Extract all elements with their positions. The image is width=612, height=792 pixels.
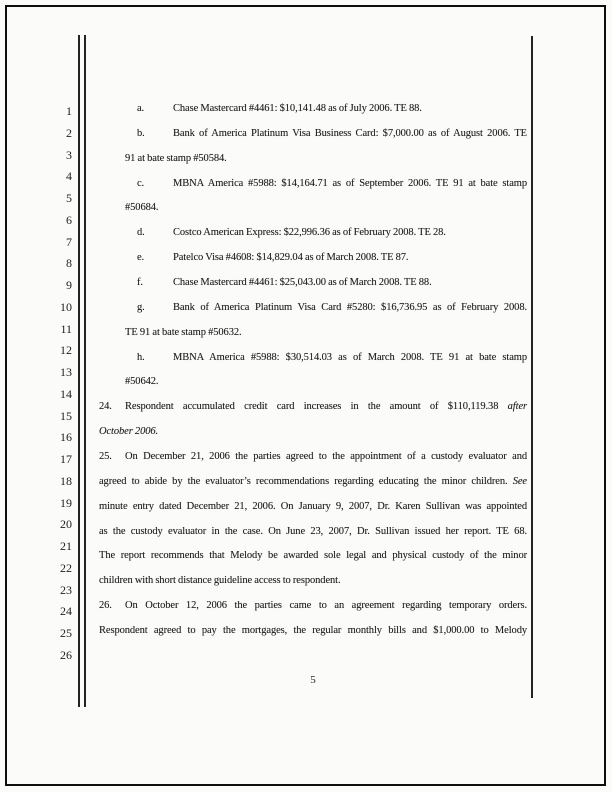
line-label: e. bbox=[137, 252, 145, 264]
document-line bbox=[0, 97, 612, 122]
document-line bbox=[0, 619, 612, 644]
document-line bbox=[0, 420, 612, 445]
line-number: 8 bbox=[66, 256, 72, 271]
line-number: 23 bbox=[60, 582, 72, 597]
line-number: 9 bbox=[66, 278, 72, 292]
line-text: as the custody evaluator in the case. On June 23, 2007, Dr. Sullivan issued her report. TE 68. bbox=[99, 525, 527, 537]
line-number: 5 bbox=[66, 191, 72, 205]
italic-text: after bbox=[507, 401, 527, 413]
document-line bbox=[0, 296, 612, 321]
line-number: 18 bbox=[60, 473, 72, 488]
line-text: children with short distance guideline access to respondent. bbox=[99, 575, 341, 587]
document-line bbox=[0, 321, 612, 346]
line-text: On December 21, 2006 the parties agreed to the appointment of a custody evaluator and bbox=[125, 451, 527, 463]
paragraph-number: 24. bbox=[99, 401, 112, 413]
line-number: 13 bbox=[60, 365, 72, 379]
document-line bbox=[0, 221, 612, 246]
line-number: 25 bbox=[60, 626, 72, 640]
line-text: Costco American Express: $22,996.36 as of February 2008. TE 28. bbox=[173, 227, 446, 239]
line-number: 3 bbox=[66, 147, 72, 162]
line-text: On October 12, 2006 the parties came to an agreement regarding temporary orders. bbox=[125, 600, 527, 612]
line-text: October 2006. bbox=[99, 426, 159, 438]
line-number: 17 bbox=[60, 452, 72, 466]
line-text: #50684. bbox=[125, 202, 159, 214]
line-text: #50642. bbox=[125, 376, 159, 388]
line-label: c. bbox=[137, 177, 145, 189]
line-label: h. bbox=[137, 351, 145, 363]
document-line bbox=[0, 520, 612, 545]
line-number: 7 bbox=[66, 234, 72, 249]
line-number: 16 bbox=[60, 430, 72, 445]
page-number: 5 bbox=[310, 674, 316, 686]
line-number: 1 bbox=[66, 104, 72, 118]
line-number: 20 bbox=[60, 517, 72, 532]
document-body bbox=[0, 97, 612, 644]
line-number: 26 bbox=[60, 647, 72, 662]
document-line bbox=[0, 271, 612, 296]
paragraph-number: 25. bbox=[99, 451, 112, 463]
document-line bbox=[0, 370, 612, 395]
line-number: 15 bbox=[60, 408, 72, 423]
paragraph-number: 26. bbox=[99, 600, 112, 612]
document-line bbox=[0, 470, 612, 495]
line-number: 2 bbox=[66, 125, 72, 140]
document-line bbox=[0, 172, 612, 197]
line-text: Bank of America Platinum Visa Card #5280: $16,736.95 as of February 2008. bbox=[173, 301, 527, 313]
document-line bbox=[0, 495, 612, 520]
line-label: a. bbox=[137, 103, 145, 114]
line-label: b. bbox=[137, 127, 145, 139]
line-number: 6 bbox=[66, 212, 72, 227]
document-line bbox=[0, 346, 612, 371]
italic-text: See bbox=[512, 475, 527, 487]
line-text: Respondent accumulated credit card increases in the amount of $110,119.38 after bbox=[125, 401, 527, 413]
line-number: 22 bbox=[60, 560, 72, 575]
line-text: MBNA America #5988: $14,164.71 as of September 2006. TE 91 at bate stamp bbox=[173, 177, 527, 189]
document-line bbox=[0, 569, 612, 594]
document-line bbox=[0, 122, 612, 147]
document-line bbox=[0, 395, 612, 420]
line-label: d. bbox=[137, 227, 145, 239]
document-line bbox=[0, 246, 612, 271]
line-text: Respondent agreed to pay the mortgages, the regular monthly bills and $1,000.00 to Melody bbox=[99, 625, 527, 637]
document-line bbox=[0, 196, 612, 221]
line-label: g. bbox=[137, 301, 145, 313]
line-text: MBNA America #5988: $30,514.03 as of March 2008. TE 91 at bate stamp bbox=[173, 351, 527, 363]
line-text: Patelco Visa #4608: $14,829.04 as of March 2008. TE 87. bbox=[173, 252, 409, 264]
line-number: 21 bbox=[60, 539, 72, 553]
line-number: 4 bbox=[66, 169, 72, 184]
line-text: Chase Mastercard #4461: $10,141.48 as of July 2006. TE 88. bbox=[173, 103, 422, 114]
line-number: 11 bbox=[60, 321, 72, 336]
line-text: The report recommends that Melody be awarded sole legal and physical custody of the minor bbox=[99, 550, 527, 562]
line-text: TE 91 at bate stamp #50632. bbox=[125, 326, 242, 338]
line-number: 14 bbox=[60, 386, 72, 401]
line-label: f. bbox=[137, 277, 143, 289]
line-text: Chase Mastercard #4461: $25,043.00 as of March 2008. TE 88. bbox=[173, 277, 432, 289]
line-text: minute entry dated December 21, 2006. On January 9, 2007, Dr. Karen Sullivan was appointed bbox=[99, 500, 527, 512]
line-text: Bank of America Platinum Visa Business Card: $7,000.00 as of August 2006. TE bbox=[173, 127, 527, 139]
line-text: agreed to abide by the evaluator’s recommendations regarding educating the minor children. See bbox=[99, 475, 527, 487]
document-line bbox=[0, 445, 612, 470]
document-line bbox=[0, 147, 612, 172]
document-line bbox=[0, 544, 612, 569]
line-number: 12 bbox=[60, 343, 72, 358]
line-text: 91 at bate stamp #50584. bbox=[125, 152, 227, 164]
document-line bbox=[0, 594, 612, 619]
line-number: 10 bbox=[60, 299, 72, 314]
line-number: 24 bbox=[60, 604, 72, 619]
line-number: 19 bbox=[60, 495, 72, 510]
